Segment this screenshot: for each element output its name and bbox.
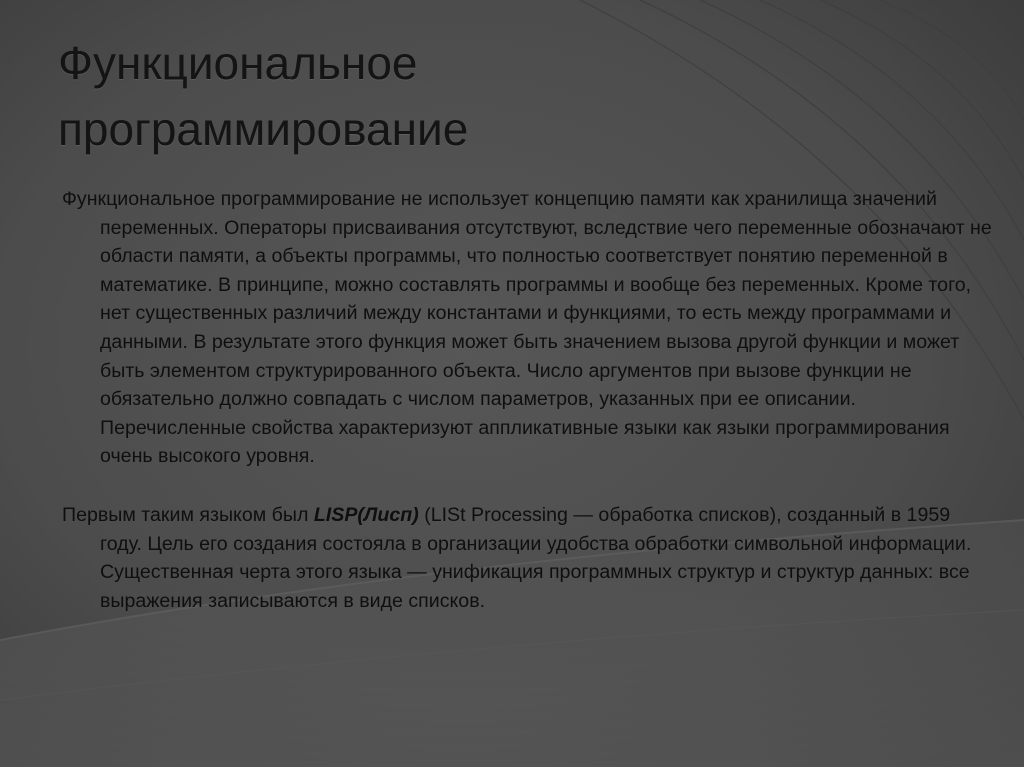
paragraph-lisp-lead: Первым таким языком был [62, 503, 314, 526]
paragraph-functional-programming: Функциональное программирование не использует концепцию памяти как хранилища значений переменных. Операторы присваивания отсутствуют, вследствие чего переменные обозначают не области памяти, а объекты программы, что полностью соответствует понятию переменной в математике. В принципе, можно составлять программы и вообще без переменных. Кроме того, нет существенных различий между константами и функциями, то есть между программами и данными. В результате этого функция может быть значением вызова другой функции и может быть элементом структурированного объекта. Число аргументов при вызове функции не обязательно должно совпадать с числом параметров, указанных при ее описании. Перечисленные свойства характеризуют аппликативные языки как языки программирования очень высокого уровня. [62, 188, 992, 468]
title-line-2: программирование [58, 103, 469, 155]
paragraph-lisp [62, 501, 992, 615]
paragraph-lisp-rest: (LISt Processing — обработка списков), созданный в 1959 году. Цель его создания состояла в организации удобства обработки символьной информации. Существенная черта этого языка — унификация программных структур и структур данных: все выражения записываются в виде списков. [100, 503, 972, 612]
slide-body [62, 185, 992, 615]
lisp-name: LISP(Лисп) [313, 503, 419, 526]
title-line-1: Функциональное [58, 37, 418, 89]
slide-title [58, 30, 958, 162]
